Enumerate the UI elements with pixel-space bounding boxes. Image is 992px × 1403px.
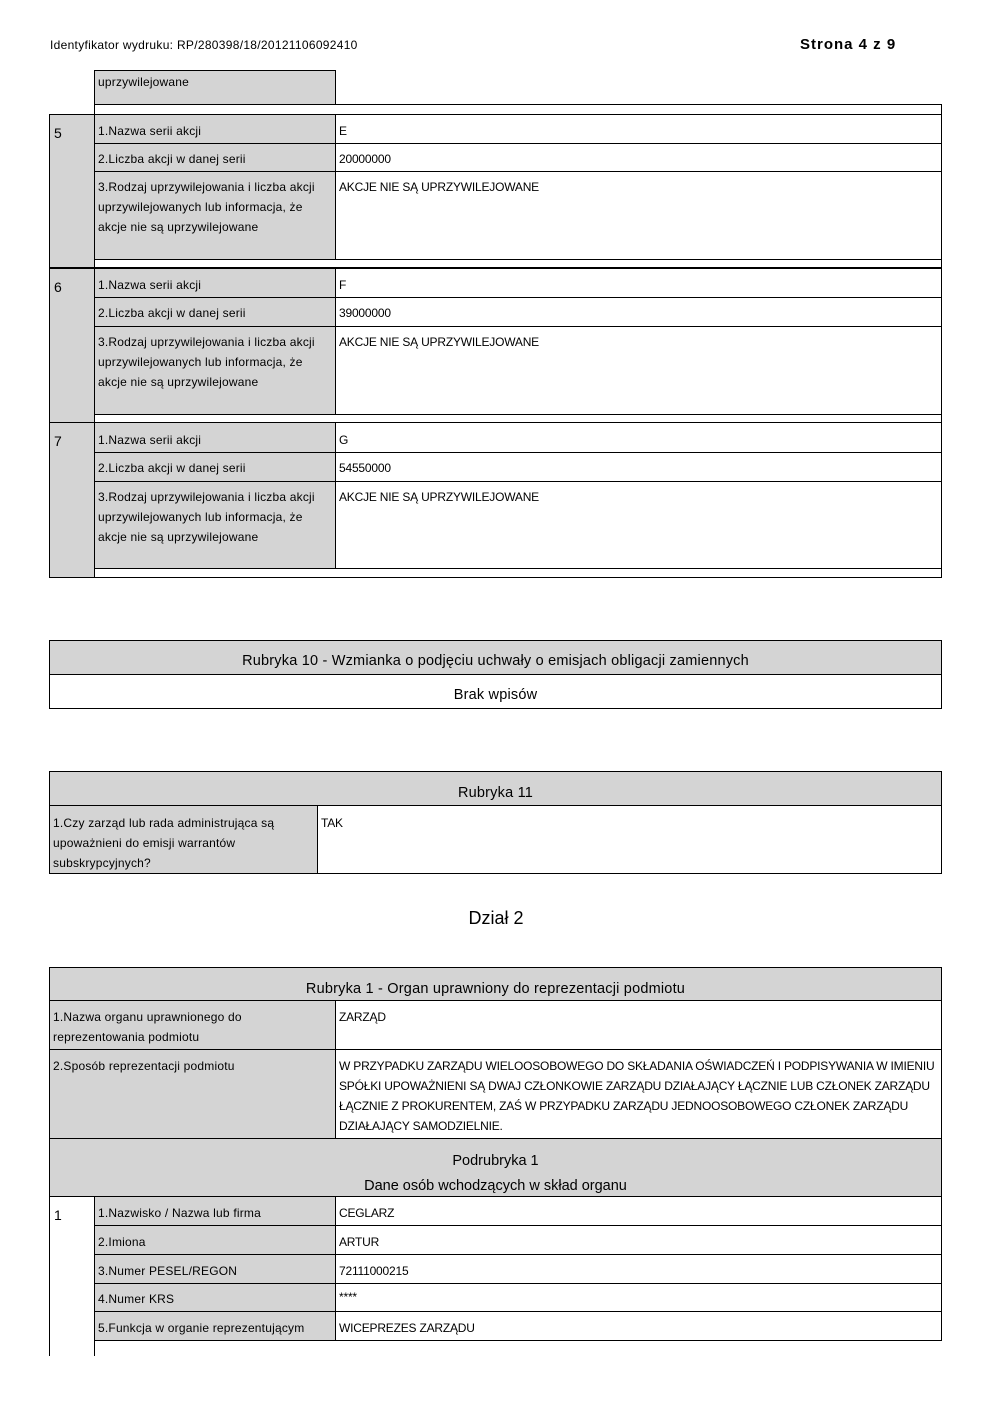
series-name-value: G bbox=[335, 422, 942, 453]
series-count-label: 2.Liczba akcji w danej serii bbox=[94, 452, 336, 482]
person-function-value: WICEPREZES ZARZĄDU bbox=[335, 1311, 942, 1341]
print-identifier: Identyfikator wydruku: RP/280398/18/20121106092410 bbox=[50, 38, 358, 52]
series-count-label: 2.Liczba akcji w danej serii bbox=[94, 297, 336, 327]
series-count-value: 20000000 bbox=[335, 143, 942, 172]
series-privilege-value: AKCJE NIE SĄ UPRZYWILEJOWANE bbox=[335, 481, 942, 569]
person-firstnames-value: ARTUR bbox=[335, 1225, 942, 1255]
podrubryka-1-subtitle: Dane osób wchodzących w skład organu bbox=[364, 1178, 627, 1194]
person-function-label: 5.Funkcja w organie reprezentującym bbox=[94, 1311, 336, 1341]
page-number: Strona 4 z 9 bbox=[800, 36, 897, 53]
series-number: 7 bbox=[49, 422, 95, 578]
series-name-label: 1.Nazwa serii akcji bbox=[94, 268, 336, 298]
warrants-question-value: TAK bbox=[317, 805, 942, 874]
warrants-question-label: 1.Czy zarząd lub rada administrująca są upoważnieni do emisji warrantów subskrypcyjnych? bbox=[49, 805, 318, 874]
series-number: 6 bbox=[49, 268, 95, 423]
series-privilege-label: 3.Rodzaj uprzywilejowania i liczba akcji uprzywilejowanych lub informacja, że akcje nie są uprzywilejowane bbox=[94, 326, 336, 415]
person-krs-value: **** bbox=[335, 1283, 942, 1312]
podrubryka-1-header bbox=[49, 1138, 942, 1197]
series-separator bbox=[94, 259, 942, 268]
person-surname-value: CEGLARZ bbox=[335, 1196, 942, 1226]
rubryka-11-title: Rubryka 11 bbox=[49, 771, 942, 806]
person-surname-label: 1.Nazwisko / Nazwa lub firma bbox=[94, 1196, 336, 1226]
series-privilege-value: AKCJE NIE SĄ UPRZYWILEJOWANE bbox=[335, 326, 942, 415]
series-count-value: 39000000 bbox=[335, 297, 942, 327]
representation-method-value: W PRZYPADKU ZARZĄDU WIELOOSOBOWEGO DO SKŁADANIA OŚWIADCZEŃ I PODPISYWANIA W IMIENIU SPÓŁKI UPOWAŻNIENI SĄ DWAJ CZŁONKOWIE ZARZĄDU DZIAŁAJĄCY ŁĄCZNIE LUB CZŁONEK ZARZĄDU ŁĄCZNIE Z PROKURENTEM, ZAŚ W PRZYPADKU ZARZĄDU JEDNOOSOBOWEGO CZŁONEK ZARZĄDU DZIAŁAJĄCY SAMODZIELNIE. bbox=[335, 1049, 942, 1139]
series-separator bbox=[94, 568, 942, 578]
organ-name-value: ZARZĄD bbox=[335, 1000, 942, 1050]
table-continuation-line bbox=[94, 1340, 95, 1356]
prev-series-label-tail: uprzywilejowane bbox=[94, 70, 336, 105]
series-count-value: 54550000 bbox=[335, 452, 942, 482]
series-separator bbox=[94, 104, 942, 114]
person-number: 1 bbox=[49, 1196, 95, 1356]
series-name-value: F bbox=[335, 268, 942, 298]
rubryka-10-empty: Brak wpisów bbox=[49, 674, 942, 709]
section-title: Dział 2 bbox=[468, 908, 524, 928]
series-number: 5 bbox=[49, 114, 95, 268]
organ-name-label: 1.Nazwa organu uprawnionego do reprezentowania podmiotu bbox=[49, 1000, 336, 1050]
series-privilege-label: 3.Rodzaj uprzywilejowania i liczba akcji uprzywilejowanych lub informacja, że akcje nie są uprzywilejowane bbox=[94, 171, 336, 260]
series-name-label: 1.Nazwa serii akcji bbox=[94, 114, 336, 144]
person-krs-label: 4.Numer KRS bbox=[94, 1283, 336, 1312]
series-name-value: E bbox=[335, 114, 942, 144]
person-pesel-value: 72111000215 bbox=[335, 1254, 942, 1284]
person-pesel-label: 3.Numer PESEL/REGON bbox=[94, 1254, 336, 1284]
series-privilege-value: AKCJE NIE SĄ UPRZYWILEJOWANE bbox=[335, 171, 942, 260]
series-name-label: 1.Nazwa serii akcji bbox=[94, 422, 336, 453]
podrubryka-1-title: Podrubryka 1 bbox=[452, 1153, 539, 1169]
series-privilege-label: 3.Rodzaj uprzywilejowania i liczba akcji uprzywilejowanych lub informacja, że akcje nie są uprzywilejowane bbox=[94, 481, 336, 569]
rubryka-1-title: Rubryka 1 - Organ uprawniony do reprezentacji podmiotu bbox=[49, 967, 942, 1001]
rubryka-10-title: Rubryka 10 - Wzmianka o podjęciu uchwały o emisjach obligacji zamiennych bbox=[49, 640, 942, 675]
representation-method-label: 2.Sposób reprezentacji podmiotu bbox=[49, 1049, 336, 1139]
series-count-label: 2.Liczba akcji w danej serii bbox=[94, 143, 336, 172]
person-firstnames-label: 2.Imiona bbox=[94, 1225, 336, 1255]
